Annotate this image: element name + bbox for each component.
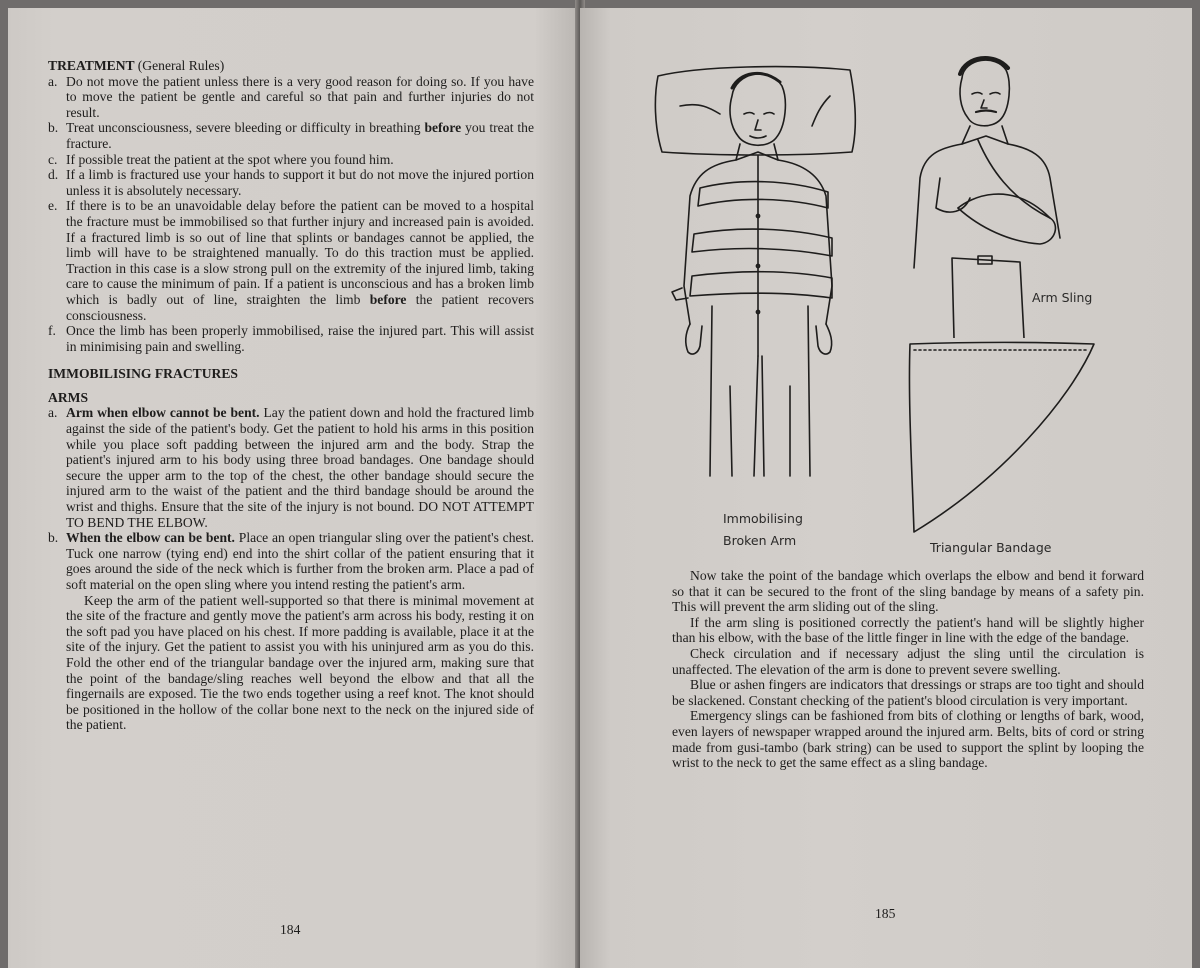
right-paragraph: Now take the point of the bandage which overlaps the elbow and bend it forward so that it can be secured to the front of the sling bandage by means of a safety pin. This will prevent the arm sliding out of the sling. [672,568,1144,615]
rule-text: If a limb is fractured use your hands to support it but do not move the injured portion unless it is absolutely necessary. [66,167,534,198]
arm-item-a [48,405,534,530]
triangular-bandage-illustration [900,340,1100,540]
rule-text-post: the patient recovers consciousness. [66,291,534,323]
rule-item-f [48,323,534,354]
arm-text-body: Lay the patient down and hold the fractured limb against the side of the patient's body. Get the patient to hold his arms in this position while you place soft padding between the injured arm and the body. Strap the patient's injured arm to his body using three broad bandages. One bandage should secure the upper arm to the top of the chest, the other bandage should secure the injured arm to the waist of the patient and the third bandage should be around the wrist and thighs. Ensure that the site of the injury is not bound. DO NOT ATTEMPT TO BEND THE ELBOW. [66,405,534,530]
right-paragraph: Emergency slings can be fashioned from bits of clothing or lengths of bark, wood, even layers of newspaper wrapped around the injured arm. Belts, bits of cord or string made from gusi-tambo (bark string) can be used to support the splint by looping the wrist to the neck to get the same effect as a sling bandage. [672,708,1144,771]
treatment-heading-title: TREATMENT [48,58,135,73]
rule-text: If possible treat the patient at the spot where you found him. [66,151,394,167]
right-page [580,8,1192,968]
rule-text-bold: before [369,291,407,307]
caption-immobilising-2: Broken Arm [723,533,797,548]
continuation-paragraph: Keep the arm of the patient well-supported so that there is minimal movement at the site of the fracture and gently move the patient's arm across his body, resting it on the soft pad you have placed on his chest. If more padding is available, place it at the site of the injury. Get the patient to assist you with his uninjured arm as you do this. Fold the other end of the triangular bandage over the injured arm, making sure that the point of the bandage/sling reaches well beyond the elbow and that all the fingernails are exposed. Tie the two ends together using a reef knot. The knot should be positioned in the hollow of the collar bone next to the neck on the injured side of the patient. [66,592,534,733]
rule-item-d [48,167,534,198]
rule-marker: f. [48,323,56,339]
arm-text [66,530,534,592]
page-number-left: 184 [280,922,301,937]
left-page [8,8,580,968]
rule-item-c [48,152,534,168]
treatment-heading [48,58,534,74]
rule-item-e [48,198,534,323]
arm-text [66,405,534,530]
rule-marker: a. [48,73,58,89]
right-text-column [672,568,1144,771]
rule-item-a [48,74,534,121]
section-title: IMMOBILISING FRACTURES [48,366,238,382]
caption-arm-sling: Arm Sling [1032,290,1093,305]
rule-text-bold: before [424,120,462,136]
rule-text-pre: If there is to be an unavoidable delay before the patient can be moved to a hospital the fracture must be immobilised so that further injury and increased pain is avoided. If a fractured limb is so out of line that splints or bandages cannot be applied, the limb will have to be straightened manually. To do this traction must be applied. Traction in this case is a slow strong pull on the extremity of the injured limb, taking care to cause the minimum of pain. If a patient is unconscious and has a broken limb which is badly out of line, straighten the limb [66,198,534,307]
rule-text: Once the limb has been properly immobilised, raise the injured part. This will assist in minimising pain and swelling. [66,323,534,354]
left-text-column [48,58,534,733]
rule-text-post: you treat the fracture. [66,120,535,151]
treatment-heading-sub: (General Rules) [137,58,225,73]
rule-item-b [48,120,534,151]
caption-triangular-bandage: Triangular Bandage [930,540,1052,555]
caption-immobilising-1: Immobilising [723,511,803,526]
arm-item-b [48,530,534,592]
rule-text-pre: Treat unconsciousness, severe bleeding or difficulty in breathing [66,120,425,136]
page-number-right: 185 [875,906,896,921]
immobilised-patient-illustration [640,56,890,486]
rule-text: Do not move the patient unless there is a very good reason for doing so. If you have to move the patient be gentle and careful so that pain and further injuries do not result. [66,73,534,120]
rule-marker: e. [48,198,58,214]
rule-text [66,120,534,151]
arm-text-bold: Arm when elbow cannot be bent. [66,405,260,421]
arm-text-body: Place an open triangular sling over the patient's chest. Tuck one narrow (tying end) end into the shirt collar of the patient ensuring that it goes around the side of the neck which is further from the broken arm. Place a pad of soft material on the open sling where you intend resting the patient's arm. [66,530,534,592]
right-paragraph: Blue or ashen fingers are indicators that dressings or straps are too tight and should be slackened. Constant checking of the patient's blood circulation is very important. [672,677,1144,708]
rule-marker: d. [48,167,59,183]
arm-marker: b. [48,530,59,546]
right-paragraph: Check circulation and if necessary adjust the sling until the circulation is unaffected. The elevation of the arm is done to prevent severe swelling. [672,645,1144,677]
arm-text-bold: When the elbow can be bent. [66,530,235,546]
right-paragraph: If the arm sling is positioned correctly the patient's hand will be slightly higher than his elbow, with the base of the little finger in line with the edge of the bandage. [672,614,1144,646]
rule-marker: b. [48,120,59,136]
rule-marker: c. [48,151,58,167]
subsection-title: ARMS [48,389,89,405]
rule-text [66,198,534,323]
arm-marker: a. [48,405,58,421]
